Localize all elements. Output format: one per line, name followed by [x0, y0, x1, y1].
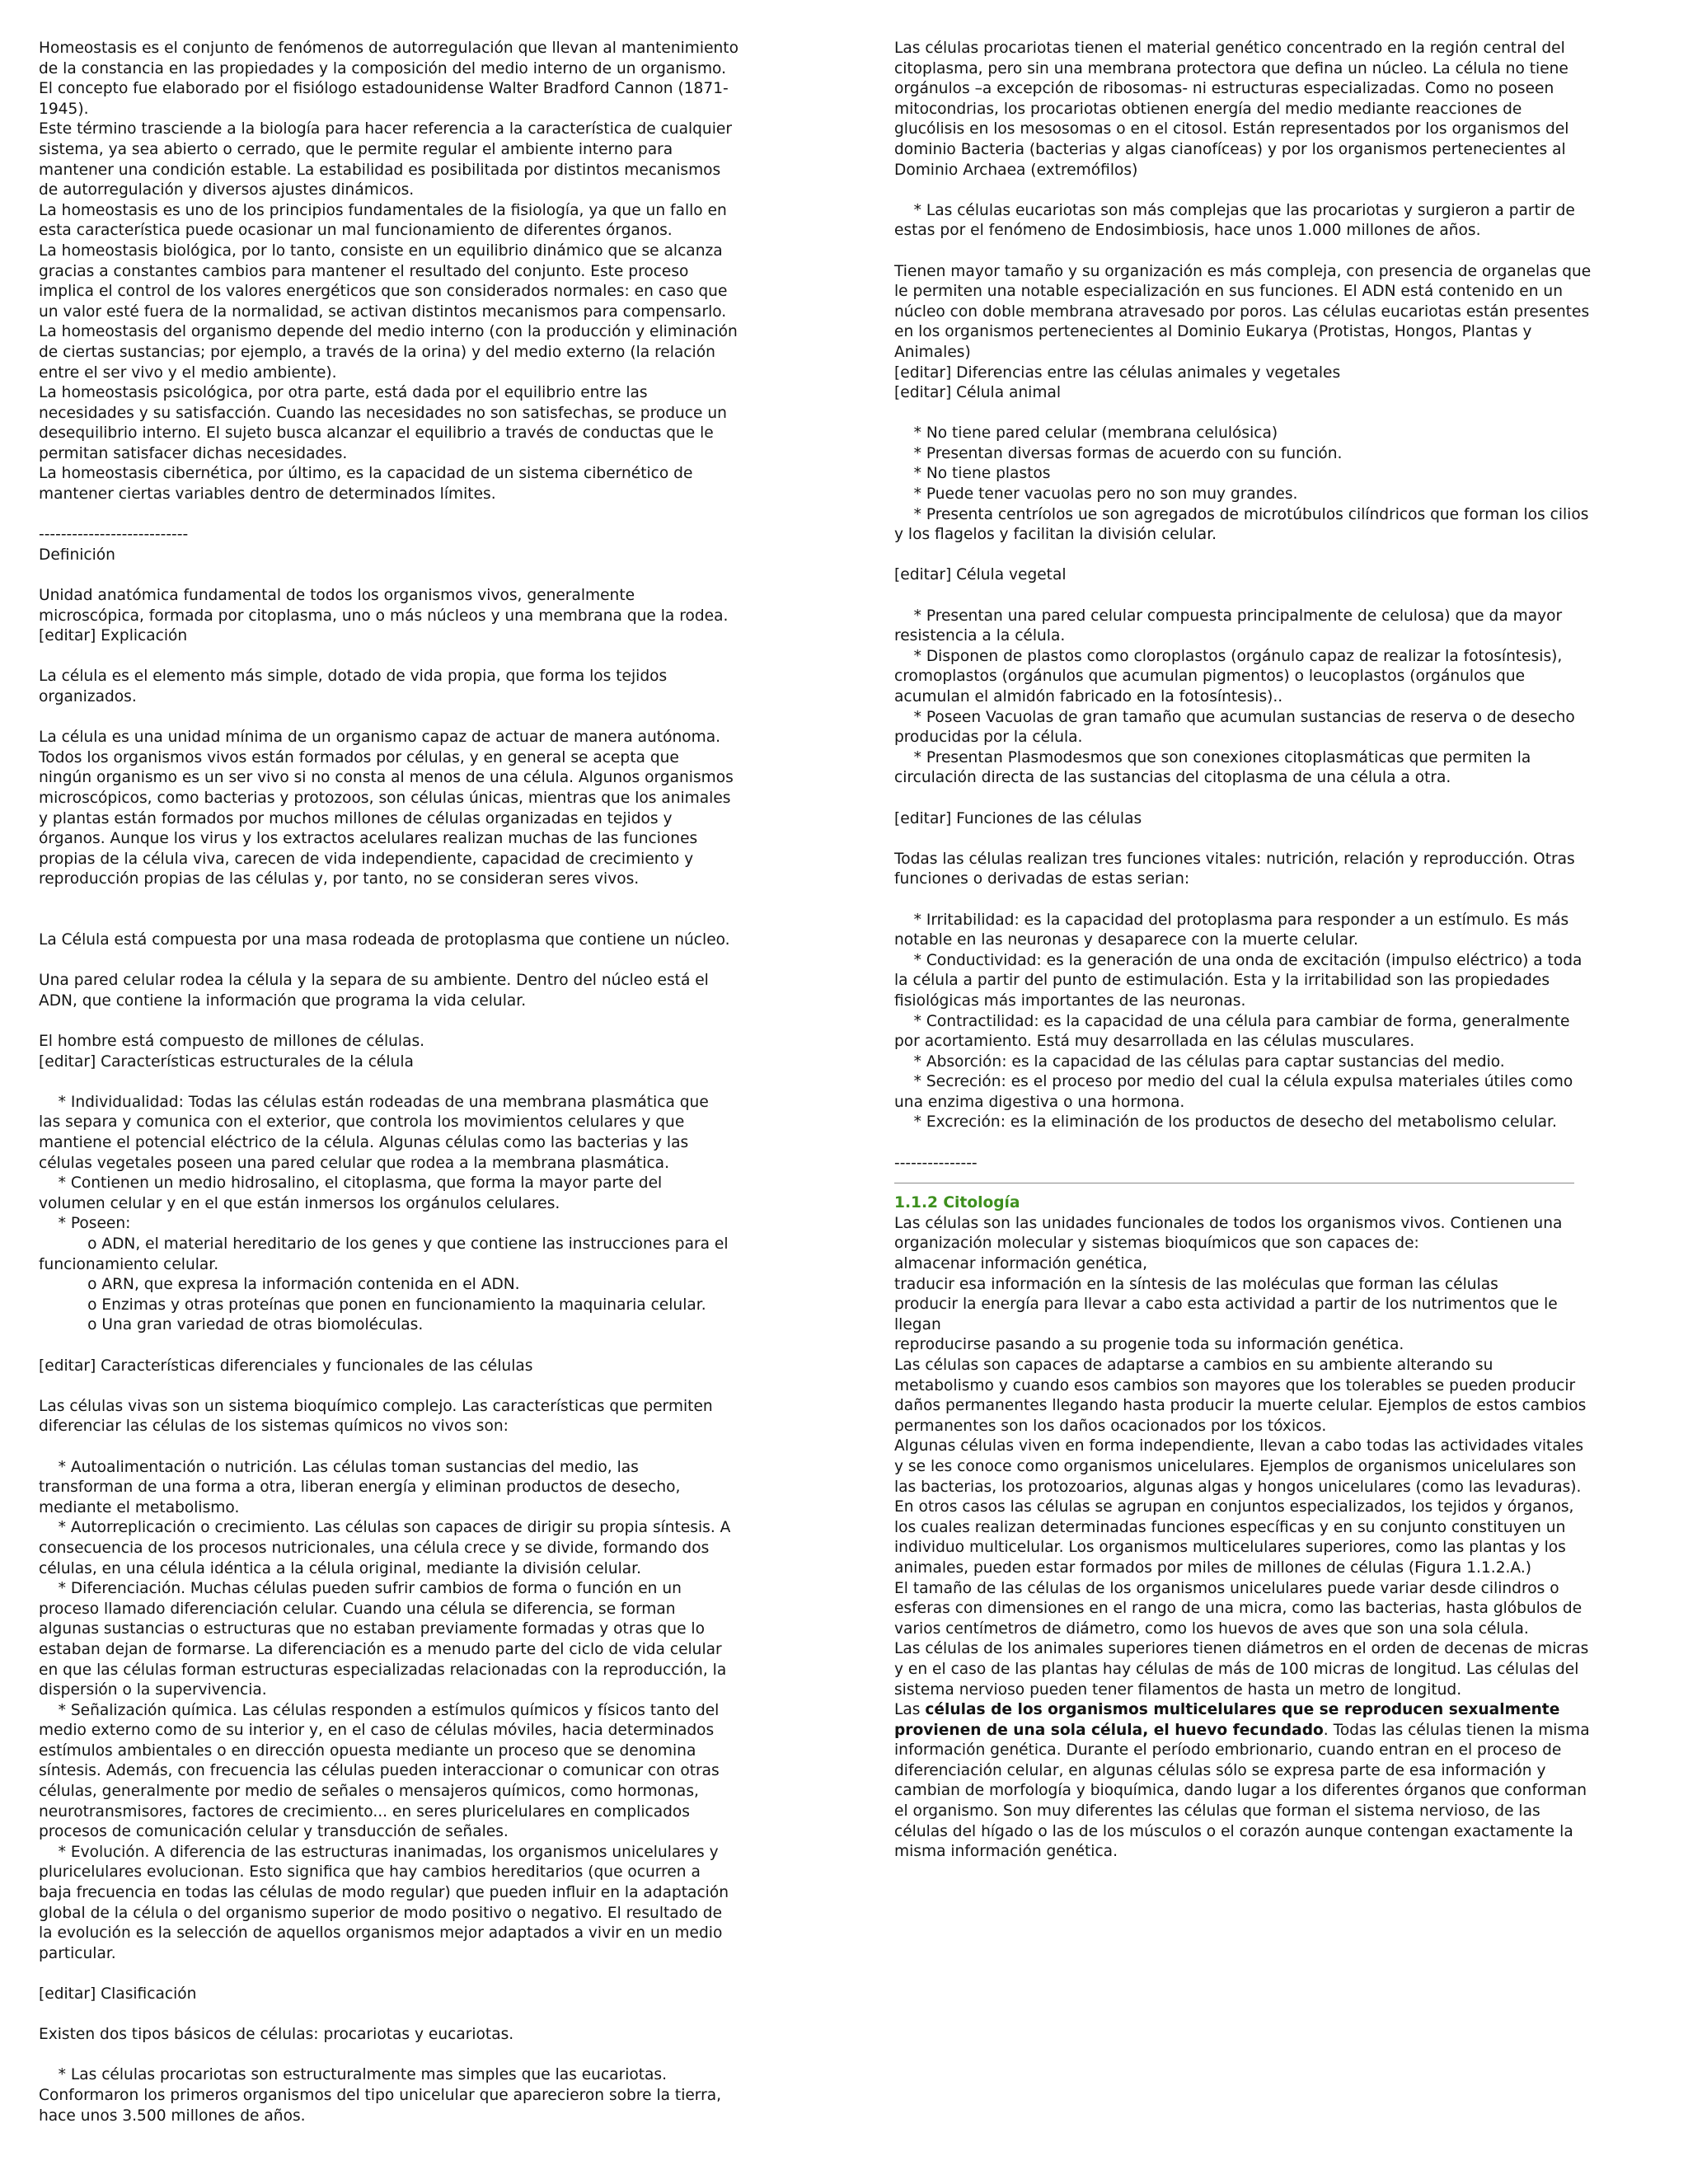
text-line: Las células vivas son un sistema bioquímico complejo. Las características que permiten — [39, 1397, 713, 1415]
text-line: células, generalmente por medio de señales o mensajeros químicos, como hormonas, — [39, 1783, 699, 1801]
text-line: Definición — [39, 546, 115, 564]
text-line: permanentes son los daños ocacionados por los tóxicos. — [894, 1417, 1327, 1435]
text-line: particular. — [39, 1944, 116, 1962]
text-line: Dominio Archaea (extremófilos) — [894, 161, 1138, 179]
text-line: de autorregulación y diversos ajustes dinámicos. — [39, 181, 415, 199]
text-line: animales, pueden estar formados por miles de millones de células (Figura 1.1.2.A.) — [894, 1558, 1531, 1577]
text-line: algunas sustancias o estructuras que no estaban previamente formadas y otras que lo — [39, 1620, 705, 1638]
text-line: [editar] Funciones de las células — [894, 809, 1142, 827]
text-line: * Evolución. A diferencia de las estructuras inanimadas, los organismos unicelulares y — [39, 1843, 719, 1861]
bold-sentence-line-1 — [894, 1700, 1653, 1721]
text-line: Unidad anatómica fundamental de todos los organismos vivos, generalmente — [39, 587, 635, 605]
text-line: organizados. — [39, 688, 137, 705]
bold-sentence-prefix: Las — [894, 1701, 926, 1719]
text-line: resistencia a la célula. — [894, 627, 1066, 645]
text-line: diferenciar las células de los sistemas químicos no vivos son: — [39, 1418, 509, 1436]
text-line: Existen dos tipos básicos de células: procariotas y eucariotas. — [39, 2026, 514, 2044]
citologia-body — [894, 1214, 1653, 1700]
text-line — [39, 565, 794, 586]
text-line: * Poseen: — [39, 1215, 131, 1233]
text-line: o ARN, que expresa la información contenida en el ADN. — [39, 1276, 520, 1294]
text-line: Algunas células viven en forma independiente, llevan a cabo todas las actividades vitales — [894, 1437, 1584, 1455]
text-line: esferas con dimensiones en el rango de una micra, como las bacterias, hasta glóbulos de — [894, 1600, 1582, 1618]
text-line: estas por el fenómeno de Endosimbiosis, hace unos 1.000 millones de años. — [894, 222, 1481, 240]
text-line: o Una gran variedad de otras biomoléculas. — [39, 1316, 424, 1334]
text-line: * Poseen Vacuolas de gran tamaño que acumulan sustancias de reserva o de desecho — [894, 708, 1575, 726]
text-line: La Célula está compuesta por una masa rodeada de protoplasma que contiene un núcleo. — [39, 931, 730, 949]
text-line: * Contractilidad: es la capacidad de una célula para cambiar de forma, generalmente — [894, 1012, 1570, 1030]
text-line: * Presentan diversas formas de acuerdo con su función. — [894, 444, 1343, 462]
text-line: Todas las células realizan tres funciones vitales: nutrición, relación y reproducción. Otras — [894, 850, 1575, 868]
text-line: * Las células procariotas son estructuralmente mas simples que las eucariotas. — [39, 2066, 668, 2084]
text-line: --------------------------- — [39, 526, 189, 544]
text-line: La homeostasis es uno de los principios fundamentales de la fisiología, ya que un fallo en — [39, 201, 727, 219]
text-line: * Individualidad: Todas las células están rodeadas de una membrana plasmática que — [39, 1093, 709, 1111]
text-line: * Puede tener vacuolas pero no son muy grandes. — [894, 485, 1298, 504]
text-line: glucólisis en los mesosomas o en el citosol. Están representados por los organismos del — [894, 120, 1569, 138]
text-line: órganos. Aunque los virus y los extractos acelulares realizan muchas de las funciones — [39, 830, 698, 848]
text-line: * Las células eucariotas son más complejas que las procariotas y surgieron a partir de — [894, 201, 1575, 219]
text-line: orgánulos –a excepción de ribosomas- ni estructuras especializadas. Como no poseen — [894, 80, 1554, 98]
text-line: desequilibrio interno. El sujeto busca alcanzar el equilibrio a través de conductas que le — [39, 424, 714, 443]
text-line: * Presentan Plasmodesmos que son conexiones citoplasmáticas que permiten la — [894, 748, 1531, 766]
text-line — [894, 829, 1653, 850]
text-line: de ciertas sustancias; por ejemplo, a través de la orina) y del medio externo (la relación — [39, 343, 715, 361]
text-line: los cuales realizan determinadas funciones específicas y en su conjunto constituyen un — [894, 1518, 1566, 1536]
text-line: mitocondrias, los procariotas obtienen energía del medio mediante reacciones de — [894, 100, 1522, 118]
text-line — [39, 951, 794, 972]
text-line: implica el control de los valores energéticos que son considerados normales: en caso que — [39, 283, 728, 301]
text-line — [39, 1012, 794, 1033]
text-line: Una pared celular rodea la célula y la separa de su ambiente. Dentro del núcleo está el — [39, 972, 709, 990]
text-line: las bacterias, los protozoarios, algunas algas y hongos unicelulares (como las levaduras). — [894, 1478, 1582, 1496]
text-line: [editar] Célula animal — [894, 384, 1062, 402]
text-line: citoplasma, pero sin una membrana protectora que defina un núcleo. La célula no tiene — [894, 59, 1568, 77]
text-line: * Diferenciación. Muchas células pueden sufrir cambios de forma o función en un — [39, 1580, 682, 1598]
text-line: misma información genética. — [894, 1843, 1118, 1861]
text-line — [894, 890, 1653, 911]
text-line: dispersión o la supervivencia. — [39, 1681, 267, 1699]
text-line: Las células procariotas tienen el material genético concentrado en la región central del — [894, 40, 1565, 57]
text-line — [894, 404, 1653, 424]
text-line: * Excreción: es la eliminación de los productos de desecho del metabolismo celular. — [894, 1113, 1557, 1132]
text-line: individuo multicelular. Los organismos multicelulares superiores, como las plantas y los — [894, 1539, 1566, 1557]
bold-sentence-emphasis-1: células de los organismos multicelulares que se reproducen sexualmente — [925, 1701, 1560, 1719]
text-line: Tienen mayor tamaño y su organización es más compleja, con presencia de organelas que — [894, 262, 1592, 280]
text-line: procesos de comunicación celular y transducción de señales. — [39, 1823, 509, 1841]
text-line: cambian de morfología y bioquímica, dando lugar a los diferentes órganos que conforman — [894, 1782, 1587, 1800]
text-line: el organismo. Son muy diferentes las células que forman el sistema nervioso, de las — [894, 1802, 1540, 1821]
text-line: reproducción propias de las células y, por tanto, no se consideran seres vivos. — [39, 870, 640, 888]
text-line: Animales) — [894, 343, 971, 361]
text-line: Conformaron los primeros organismos del tipo unicelular que aparecieron sobre la tierra, — [39, 2086, 722, 2104]
text-line: [editar] Clasificación — [39, 1985, 197, 2003]
text-line: síntesis. Además, con frecuencia las células pueden interaccionar o comunicar con otras — [39, 1762, 720, 1780]
text-line: microscópicos, como bacterias y protozoos, son células únicas, mientras que los animales — [39, 789, 731, 807]
text-line: global de la célula o del organismo superior de modo positivo o negativo. El resultado de — [39, 1904, 723, 1922]
text-line: * Autorreplicación o crecimiento. Las células son capaces de dirigir su propia síntesis. A — [39, 1519, 731, 1537]
text-line: la célula a partir del punto de estimulación. Esta y la irritabilidad son las propiedades — [894, 972, 1550, 990]
text-line: le permiten una notable especialización en sus funciones. El ADN está contenido en un — [894, 283, 1563, 301]
left-column — [39, 39, 794, 2126]
text-line: acumulan el almidón fabricado en la fotosíntesis).. — [894, 688, 1283, 705]
text-line: en que las células forman estructuras especializadas relacionadas con la reproducción, la — [39, 1661, 727, 1679]
text-line — [39, 2046, 794, 2066]
text-line: las separa y comunica con el exterior, que controla los movimientos celulares y que — [39, 1113, 685, 1132]
text-line — [894, 789, 1653, 809]
text-line: La homeostasis biológica, por lo tanto, consiste en un equilibrio dinámico que se alcanza — [39, 241, 723, 260]
text-line: y en el caso de las plantas hay células de más de 100 micras de longitud. Las células del — [894, 1660, 1579, 1678]
text-line: La homeostasis cibernética, por último, es la capacidad de un sistema cibernético de — [39, 465, 693, 483]
text-line: baja frecuencia en todas las células de modo regular) que pueden influir en la adaptación — [39, 1884, 729, 1902]
text-line — [39, 647, 794, 668]
text-line: hace unos 3.500 millones de años. — [39, 2107, 306, 2125]
text-line: circulación directa de las sustancias del citoplasma de una célula a otra. — [894, 769, 1451, 787]
text-line: neurotransmisores, factores de crecimiento... en seres pluricelulares en complicados — [39, 1802, 690, 1821]
text-line: varios centímetros de diámetro, como los huevos de aves que son una sola célula. — [894, 1619, 1529, 1638]
text-line: sistema, ya sea abierto o cerrado, que le permite regular el ambiente interno para — [39, 140, 673, 158]
text-line: estímulos ambientales o en dirección opuesta mediante un proceso que se denomina — [39, 1741, 696, 1760]
text-line: * Irritabilidad: es la capacidad del protoplasma para responder a un estímulo. Es más — [894, 911, 1569, 929]
text-line: Las células son capaces de adaptarse a cambios en su ambiente alterando su — [894, 1357, 1493, 1374]
text-line: notable en las neuronas y desaparece con la muerte celular. — [894, 931, 1358, 949]
text-line: medio externo como de su interior y, en el caso de células móviles, hacia determinados — [39, 1722, 715, 1740]
text-line: funciones o derivadas de estas serian: — [894, 870, 1190, 888]
text-line: * Contienen un medio hidrosalino, el citoplasma, que forma la mayor parte del — [39, 1174, 663, 1193]
text-line — [39, 1376, 794, 1397]
text-line — [39, 2005, 794, 2026]
text-line: una enzima digestiva o una hormona. — [894, 1093, 1185, 1111]
text-line: metabolismo y cuando esos cambios son mayores que los tolerables se pueden producir — [894, 1376, 1576, 1394]
text-line: entre el ser vivo y el medio ambiente). — [39, 363, 337, 382]
right-column — [894, 39, 1653, 1863]
text-line: En otros casos las células se agrupan en conjuntos especializados, los tejidos y órganos, — [894, 1498, 1574, 1516]
text-line: de la constancia en las propiedades y la composición del medio interno de un organismo. — [39, 59, 727, 77]
text-line: la evolución es la selección de aquellos organismos mejor adaptados a vivir en un medio — [39, 1924, 723, 1943]
text-line: células, en una célula idéntica a la célula original, mediante la división celular. — [39, 1559, 642, 1577]
text-line: Este término trasciende a la biología para hacer referencia a la característica de cualquier — [39, 120, 732, 138]
text-line: --------------- — [894, 1154, 978, 1172]
text-line: La célula es el elemento más simple, dotado de vida propia, que forma los tejidos — [39, 668, 668, 686]
text-line: * Secreción: es el proceso por medio del cual la célula expulsa materiales útiles como — [894, 1073, 1573, 1091]
text-line — [39, 911, 794, 931]
text-line: estaban dejan de formarse. La diferenciación es a menudo parte del ciclo de vida celular — [39, 1640, 722, 1658]
text-line: mediante el metabolismo. — [39, 1498, 240, 1516]
text-line: * Disponen de plastos como cloroplastos (orgánulo capaz de realizar la fotosíntesis), — [894, 647, 1563, 665]
text-line: [editar] Características estructurales de la célula — [39, 1052, 414, 1071]
text-line: * Absorción: es la capacidad de las células para captar sustancias del medio. — [894, 1052, 1505, 1071]
text-line: esta característica puede ocasionar un mal funcionamiento de diferentes órganos. — [39, 222, 673, 240]
text-line: diferenciación celular, en algunas células sólo se expresa parte de esa información y — [894, 1761, 1546, 1779]
text-line — [894, 586, 1653, 607]
text-line: La homeostasis del organismo depende del medio interno (con la producción y eliminación — [39, 323, 738, 341]
text-line — [894, 1133, 1653, 1154]
text-line: o Enzimas y otras proteínas que ponen en funcionamiento la maquinaria celular. — [39, 1296, 706, 1314]
text-line: fisiológicas más importantes de las neuronas. — [894, 991, 1246, 1010]
text-line: ningún organismo es un ser vivo si no consta al menos de una célula. Algunos organismos — [39, 769, 734, 787]
text-line — [39, 1336, 794, 1357]
text-line: La homeostasis psicológica, por otra parte, está dada por el equilibrio entre las — [39, 384, 648, 402]
text-line — [894, 241, 1653, 262]
bold-sentence-suffix: . Todas las células tienen la misma — [1323, 1721, 1590, 1739]
text-line: producidas por la célula. — [894, 729, 1083, 747]
text-line: [editar] Características diferenciales y funcionales de las células — [39, 1357, 533, 1375]
text-line — [39, 505, 794, 526]
text-line: almacenar información genética, — [894, 1255, 1148, 1273]
text-line — [39, 1964, 794, 1985]
text-line: información genética. Durante el período embrionario, cuando entran en el proceso de — [894, 1741, 1562, 1760]
text-line — [39, 708, 794, 729]
text-line: un valor esté fuera de la normalidad, se activan distintos mecanismos para compensarlo. — [39, 302, 727, 321]
text-line: o ADN, el material hereditario de los genes y que contiene las instrucciones para el — [39, 1235, 729, 1254]
text-line — [894, 546, 1653, 566]
text-line: por acortamiento. Está muy desarrollada en las células musculares. — [894, 1033, 1415, 1051]
text-line: * No tiene pared celular (membrana celulósica) — [894, 424, 1278, 443]
text-line: volumen celular y en el que están inmersos los orgánulos celulares. — [39, 1194, 560, 1212]
text-line: mantener ciertas variables dentro de determinados límites. — [39, 485, 496, 504]
text-line: [editar] Explicación — [39, 627, 188, 645]
text-line: Homeostasis es el conjunto de fenómenos de autorregulación que llevan al mantenimiento — [39, 40, 738, 57]
text-line: transforman de una forma a otra, liberan energía y eliminan productos de desecho, — [39, 1479, 681, 1497]
text-line: ADN, que contiene la información que programa la vida celular. — [39, 991, 527, 1010]
citologia-closing — [894, 1741, 1653, 1863]
bold-sentence-line-2 — [894, 1721, 1653, 1741]
text-line: daños permanentes llegando hasta producir la muerte celular. Ejemplos de estos cambios — [894, 1397, 1587, 1415]
text-line: mantiene el potencial eléctrico de la célula. Algunas células como las bacterias y las — [39, 1134, 689, 1152]
text-line: mantener una condición estable. La estabilidad es posibilitada por distintos mecanismos — [39, 161, 721, 179]
text-line — [894, 180, 1653, 201]
text-line: cromoplastos (orgánulos que acumulan pigmentos) o leucoplastos (orgánulos que — [894, 668, 1526, 686]
text-line: * No tiene plastos — [894, 465, 1051, 483]
text-line: * Autoalimentación o nutrición. Las células toman sustancias del medio, las — [39, 1458, 639, 1476]
text-line: traducir esa información en la síntesis de las moléculas que forman las células — [894, 1275, 1498, 1293]
text-line: gracias a constantes cambios para mantener el resultado del conjunto. Este proceso — [39, 262, 689, 280]
text-line: pluricelulares evolucionan. Esto significa que hay cambios hereditarios (que ocurren a — [39, 1863, 701, 1882]
text-line: * Presenta centríolos ue son agregados de microtúbulos cilíndricos que forman los cilios — [894, 505, 1589, 523]
text-line: producir la energía para llevar a cabo esta actividad a partir de los nutrimentos que le — [894, 1296, 1558, 1314]
text-line: * Conductividad: es la generación de una onda de excitación (impulso eléctrico) a toda — [894, 951, 1582, 969]
text-line: en los organismos pertenecientes al Dominio Eukarya (Protistas, Hongos, Plantas y — [894, 323, 1532, 341]
cell-types-and-functions-section — [894, 39, 1653, 1174]
text-line: El concepto fue elaborado por el fisiólogo estadounidense Walter Bradford Cannon (1871- — [39, 80, 729, 98]
text-line: reproducirse pasando a su progenie toda su información genética. — [894, 1336, 1404, 1354]
text-line: propias de la célula viva, carecen de vida independiente, capacidad de crecimiento y — [39, 850, 694, 868]
text-line — [39, 1437, 794, 1458]
text-line: consecuencia de los procesos nutricionales, una célula crece y se divide, formando dos — [39, 1539, 710, 1557]
text-line: organización molecular y sistemas bioquímicos que son capaces de: — [894, 1235, 1419, 1253]
text-line: y plantas están formados por muchos millones de células organizadas en tejidos y — [39, 809, 673, 827]
section-heading-citologia: 1.1.2 Citología — [894, 1194, 1020, 1212]
text-line: [editar] Diferencias entre las células animales y vegetales — [894, 363, 1341, 382]
text-line: células vegetales poseen una pared celular que rodea a la membrana plasmática. — [39, 1154, 669, 1172]
text-line: y los flagelos y facilitan la división celular. — [894, 526, 1217, 544]
text-line: necesidades y su satisfacción. Cuando las necesidades no son satisfechas, se produce un — [39, 404, 727, 422]
text-line — [39, 890, 794, 911]
bold-sentence-emphasis-2: provienen de una sola célula, el huevo fecundado — [894, 1721, 1324, 1739]
text-line: Todos los organismos vivos están formados por células, y en general se acepta que — [39, 748, 679, 766]
text-line: núcleo con doble membrana atravesado por poros. Las células eucariotas están presentes — [894, 302, 1590, 321]
text-line: permitan satisfacer dichas necesidades. — [39, 444, 348, 462]
text-line: Las células son las unidades funcionales de todos los organismos vivos. Contienen una — [894, 1214, 1563, 1232]
text-line: llegan — [894, 1315, 941, 1333]
text-line: dominio Bacteria (bacterias y algas cianofíceas) y por los organismos pertenecientes al — [894, 140, 1566, 158]
text-line — [39, 1072, 794, 1093]
text-line: funcionamiento celular. — [39, 1255, 219, 1273]
text-line: 1945). — [39, 100, 89, 118]
text-line: sistema nervioso pueden tener filamentos de hasta un metro de longitud. — [894, 1680, 1462, 1699]
text-line: * Presentan una pared celular compuesta principalmente de celulosa) que da mayor — [894, 607, 1563, 625]
text-line: * Señalización química. Las células responden a estímulos químicos y físicos tanto del — [39, 1701, 720, 1719]
text-line: microscópica, formada por citoplasma, uno o más núcleos y una membrana que la rodea. — [39, 607, 729, 625]
text-line: La célula es una unidad mínima de un organismo capaz de actuar de manera autónoma. — [39, 729, 721, 747]
text-line: El tamaño de las células de los organismos unicelulares puede variar desde cilindros o — [894, 1579, 1559, 1597]
text-line: proceso llamado diferenciación celular. Cuando una célula se diferencia, se forman — [39, 1600, 676, 1618]
text-line: El hombre está compuesto de millones de células. — [39, 1033, 425, 1051]
text-line: y se les conoce como organismos unicelulares. Ejemplos de organismos unicelulares son — [894, 1457, 1577, 1475]
text-line: Las células de los animales superiores tienen diámetros en el orden de decenas de micras — [894, 1640, 1589, 1658]
text-line: [editar] Célula vegetal — [894, 566, 1067, 584]
text-line: células del hígado o las de los músculos o el corazón aunque contengan exactamente la — [894, 1822, 1573, 1840]
